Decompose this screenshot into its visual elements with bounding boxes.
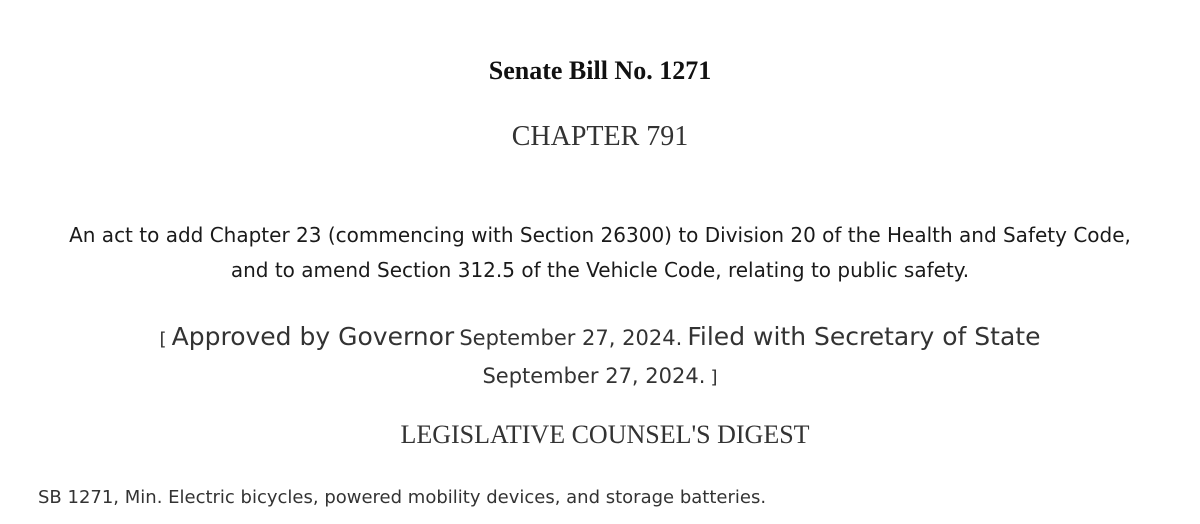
approval-close-bracket: ] <box>710 367 718 388</box>
digest-heading: LEGISLATIVE COUNSEL'S DIGEST <box>400 420 810 449</box>
act-description: An act to add Chapter 23 (commencing with Section 26300) to Division 20 of the Health and Safety Code, and to amend Section 312.5 of the Vehicle Code, relating to public safety. <box>69 223 1131 282</box>
filed-label: Filed with Secretary of State <box>687 322 1041 351</box>
chapter-heading: CHAPTER 791 <box>511 121 689 152</box>
approval-open-bracket: [ <box>159 329 167 350</box>
approved-date: September 27, 2024. <box>459 326 683 350</box>
approved-label: Approved by Governor <box>171 322 455 351</box>
bill-title: Senate Bill No. 1271 <box>488 56 712 85</box>
approval-statement <box>100 318 1100 396</box>
digest-summary: SB 1271, Min. Electric bicycles, powered mobility devices, and storage batteries. <box>38 487 767 508</box>
filed-date: September 27, 2024. <box>482 364 706 388</box>
